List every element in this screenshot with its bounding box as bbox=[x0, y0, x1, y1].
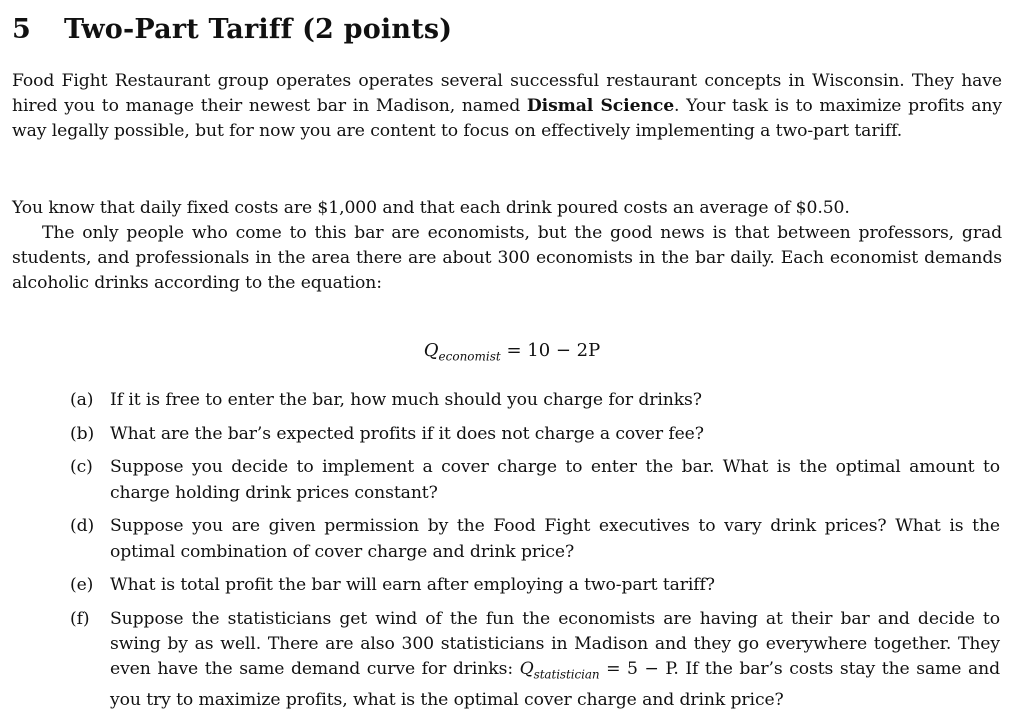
question-marker: (d) bbox=[70, 516, 95, 537]
question-marker: (f) bbox=[70, 608, 90, 629]
question-text-start: Suppose the statisticians get wind of the fun the economists are having at their bar and decide to swing by as well. There are also 300 statisticians in Madison and they go everywhere together. They even have the same demand curve for drinks: bbox=[110, 608, 1000, 680]
question-text-end: . If the bar’s costs stay the same and you try to maximize profits, what is the optimal cover charge and drink price? bbox=[110, 659, 1000, 710]
question-f bbox=[70, 607, 1000, 713]
question-d bbox=[70, 514, 1000, 564]
intro-text-start: Food Fight Restaurant group operates operates several successful restaurant concepts in Wisconsin. They have hired you to manage their newest bar in Madison, named bbox=[12, 71, 1002, 117]
question-text: Suppose you are given permission by the Food Fight executives to vary drink prices? What is the optimal combination of cover charge and drink price? bbox=[110, 516, 1000, 562]
section-title: Two-Part Tariff (2 points) bbox=[64, 14, 453, 45]
demand-paragraph: The only people who come to this bar are economists, but the good news is that between professors, grad students, and professionals in the area there are about 300 economists in the bar daily. Each economist demands alcoholic drinks according to the equation: bbox=[12, 223, 1002, 294]
question-text: What is total profit the bar will earn after employing a two-part tariff? bbox=[110, 575, 715, 596]
equation-lhs-var: Q bbox=[423, 340, 439, 361]
question-text: What are the bar’s expected profits if it does not charge a cover fee? bbox=[110, 423, 704, 444]
question-marker: (e) bbox=[70, 575, 94, 596]
statistician-eq-rhs: = 5 − P bbox=[599, 659, 674, 680]
equation-lhs-sub: economist bbox=[438, 349, 501, 364]
question-c bbox=[70, 455, 1000, 505]
demand-equation bbox=[0, 340, 1024, 364]
intro-text-end: . Your task is to maximize profits any way legally possible, but for now you are content to focus on effectively implementing a two-part tariff. bbox=[12, 96, 1002, 142]
question-marker: (b) bbox=[70, 423, 95, 444]
bar-name: Dismal Science bbox=[526, 96, 675, 117]
question-e bbox=[70, 573, 1000, 598]
intro-paragraph bbox=[12, 69, 1002, 145]
equation-rhs: = 10 − 2P bbox=[506, 340, 601, 361]
statistician-eq-sub: statistician bbox=[533, 667, 600, 682]
question-marker: (c) bbox=[70, 457, 93, 478]
statistician-eq-var: Q bbox=[519, 659, 534, 680]
costs-paragraph: You know that daily fixed costs are $1,000 and that each drink poured costs an average of $0.50. bbox=[12, 198, 850, 218]
question-text: Suppose you decide to implement a cover charge to enter the bar. What is the optimal amount to charge holding drink prices constant? bbox=[110, 457, 1000, 503]
question-text: If it is free to enter the bar, how much should you charge for drinks? bbox=[110, 390, 702, 410]
section-number: 5 bbox=[12, 14, 31, 45]
question-b bbox=[70, 422, 1000, 447]
question-marker: (a) bbox=[70, 390, 94, 410]
question-a bbox=[70, 388, 1000, 413]
question-list bbox=[70, 388, 1000, 722]
section-heading bbox=[12, 14, 452, 45]
